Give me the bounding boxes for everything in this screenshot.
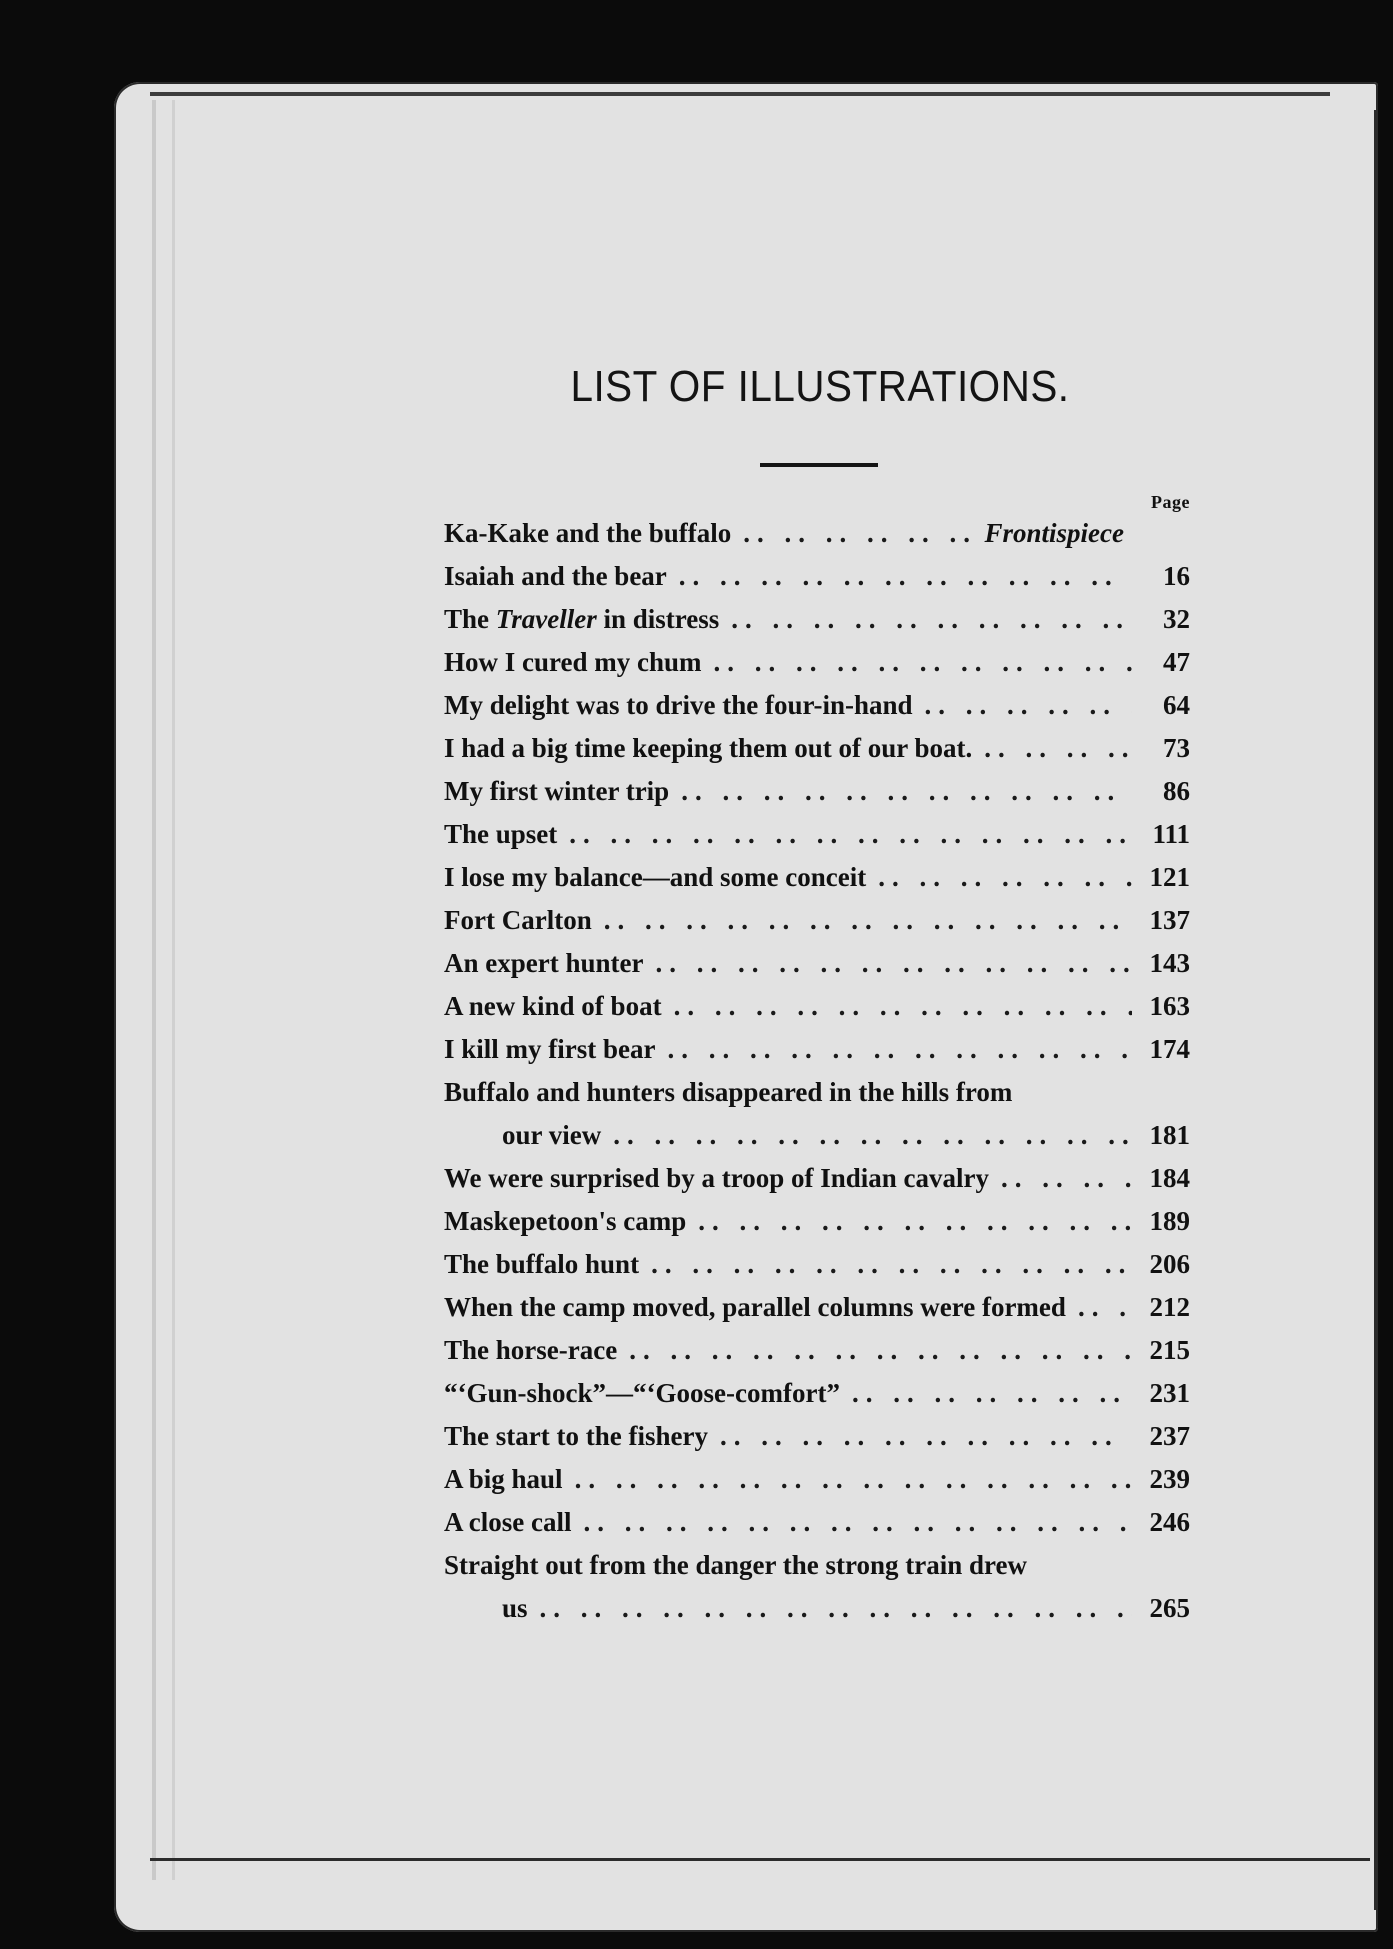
dot-leader: [731, 598, 1132, 641]
page-edge-right: [1374, 110, 1377, 1910]
entry-title: Maskepetoon's camp: [444, 1206, 687, 1236]
entry-title: Straight out from the danger the strong train drew: [444, 1550, 1027, 1580]
dot-leader: [651, 1243, 1132, 1286]
entry-title-post: in distress: [596, 604, 720, 634]
list-item: [444, 1243, 1190, 1286]
entry-title-pre: The: [444, 604, 496, 634]
list-item: [444, 1458, 1190, 1501]
list-item: [444, 770, 1190, 813]
dot-leader: [667, 1028, 1132, 1071]
dot-leader: [714, 641, 1132, 684]
page-number: 86: [1163, 776, 1190, 806]
entry-title: A new kind of boat: [444, 991, 662, 1021]
dot-leader: [613, 1114, 1132, 1157]
dot-leader: [629, 1329, 1132, 1372]
page-title: LIST OF ILLUSTRATIONS.: [570, 362, 1070, 411]
entry-title: Ka-Kake and the buffalo: [444, 518, 732, 548]
entry-title: How I cured my chum: [444, 647, 702, 677]
entry-title: I lose my balance—and some conceit: [444, 862, 867, 892]
list-item-line: [444, 512, 1190, 555]
page-edge-top: [150, 92, 1330, 96]
list-item: [444, 1157, 1190, 1200]
entry-title: A big haul: [444, 1464, 563, 1494]
list-item-line: [444, 1501, 1190, 1544]
list-item: [444, 727, 1190, 770]
list-item: [444, 1544, 1190, 1587]
entry-title: My first winter trip: [444, 776, 670, 806]
page-number: 215: [1149, 1335, 1190, 1365]
entry-title: I kill my first bear: [444, 1034, 656, 1064]
list-item: [444, 985, 1190, 1028]
entry-title: Fort Carlton: [444, 905, 592, 935]
list-item: [444, 813, 1190, 856]
list-item-line: [444, 1071, 1190, 1114]
dot-leader: [569, 813, 1132, 856]
list-item: [444, 942, 1190, 985]
list-item: [444, 899, 1190, 942]
dot-leader: [540, 1587, 1132, 1630]
page-number: 237: [1149, 1421, 1190, 1451]
page-number: 174: [1149, 1034, 1190, 1064]
list-item: [444, 1286, 1190, 1329]
entry-title-continuation: us: [502, 1593, 528, 1623]
page-number: 231: [1149, 1378, 1190, 1408]
dot-leader: [681, 770, 1132, 813]
page-column-label: Page: [1151, 492, 1190, 512]
entry-title: The horse-race: [444, 1335, 618, 1365]
list-item-line: [444, 1587, 1190, 1630]
list-item-line: [444, 899, 1190, 942]
list-item-line: [444, 942, 1190, 985]
list-item: [444, 1501, 1190, 1544]
page-number: 32: [1163, 604, 1190, 634]
list-item-line: [444, 856, 1190, 899]
page-edge-left-inner: [172, 100, 175, 1880]
list-item-line: [444, 1415, 1190, 1458]
dot-leader: [1001, 1157, 1132, 1200]
entry-title: The upset: [444, 819, 558, 849]
list-item-line: [444, 1028, 1190, 1071]
list-item-line: [444, 684, 1190, 727]
page-number: 189: [1149, 1206, 1190, 1236]
page-edge-bottom: [150, 1858, 1370, 1861]
dot-leader: [655, 942, 1132, 985]
list-item-line: [444, 1200, 1190, 1243]
entry-title: A close call: [444, 1507, 572, 1537]
list-item: [444, 1028, 1190, 1071]
page-number: 121: [1149, 862, 1190, 892]
list-item: [444, 641, 1190, 684]
list-item: [444, 598, 1190, 641]
list-item: [444, 555, 1190, 598]
list-item-continuation: [444, 1114, 1190, 1157]
entry-title: [444, 598, 719, 641]
list-item-continuation: [444, 1587, 1190, 1630]
page-edge-left: [152, 100, 156, 1880]
page-number: 239: [1149, 1464, 1190, 1494]
page-number: 137: [1149, 905, 1190, 935]
list-item: [444, 1415, 1190, 1458]
illustration-list: [444, 512, 1190, 1630]
dot-leader: [852, 1372, 1132, 1415]
list-item: [444, 512, 1190, 555]
dot-leader: [743, 512, 974, 555]
dot-leader: [604, 899, 1132, 942]
entry-title: When the camp moved, parallel columns were formed: [444, 1292, 1066, 1322]
list-item-line: [444, 1243, 1190, 1286]
page-number: 163: [1149, 991, 1190, 1021]
list-item: [444, 1200, 1190, 1243]
entry-title: My delight was to drive the four-in-hand: [444, 690, 913, 720]
page-number: 212: [1149, 1292, 1190, 1322]
page-number: 73: [1163, 733, 1190, 763]
list-item-line: [444, 813, 1190, 856]
dot-leader: [925, 684, 1132, 727]
list-item-line: [444, 1329, 1190, 1372]
entry-title: The buffalo hunt: [444, 1249, 640, 1279]
frontispiece-label: Frontispiece: [984, 518, 1124, 548]
dot-leader: [679, 555, 1132, 598]
list-item-line: [444, 727, 1190, 770]
page-number: 206: [1149, 1249, 1190, 1279]
entry-title: Isaiah and the bear: [444, 561, 667, 591]
list-item-line: [444, 1286, 1190, 1329]
list-item: [444, 1372, 1190, 1415]
list-item: [444, 1329, 1190, 1372]
list-item-line: [444, 1114, 1190, 1157]
dot-leader: [878, 856, 1132, 899]
entry-title: I had a big time keeping them out of our boat.: [444, 733, 973, 763]
list-item-line: [444, 770, 1190, 813]
list-item-line: [444, 598, 1190, 641]
page-number: 16: [1163, 561, 1190, 591]
list-item-line: [444, 985, 1190, 1028]
page-number: 47: [1163, 647, 1190, 677]
entry-title: An expert hunter: [444, 948, 644, 978]
title-rule: [760, 463, 878, 467]
list-item-line: [444, 1372, 1190, 1415]
dot-leader: [575, 1458, 1132, 1501]
list-item: [444, 856, 1190, 899]
list-item: [444, 1071, 1190, 1114]
entry-title-italic: Traveller: [495, 604, 597, 634]
list-item-line: [444, 555, 1190, 598]
dot-leader: [674, 985, 1132, 1028]
entry-title-continuation: our view: [502, 1120, 602, 1150]
page-number: 265: [1149, 1593, 1190, 1623]
list-item: [444, 684, 1190, 727]
entry-title: Buffalo and hunters disappeared in the hills from: [444, 1077, 1013, 1107]
page-number: 64: [1163, 690, 1190, 720]
list-item-line: [444, 1458, 1190, 1501]
entry-title: “‘Gun-shock”—“‘Goose-comfort”: [444, 1378, 840, 1408]
page-number: 111: [1152, 819, 1190, 849]
dot-leader: [1078, 1286, 1132, 1329]
list-item-line: [444, 1544, 1190, 1587]
list-item-line: [444, 641, 1190, 684]
page-number: 181: [1149, 1120, 1190, 1150]
page-number: 143: [1149, 948, 1190, 978]
list-item-line: [444, 1157, 1190, 1200]
entry-title: The start to the fishery: [444, 1421, 708, 1451]
page-number: 246: [1149, 1507, 1190, 1537]
page-number: 184: [1149, 1163, 1190, 1193]
entry-title: We were surprised by a troop of Indian cavalry: [444, 1163, 990, 1193]
dot-leader: [984, 727, 1132, 770]
dot-leader: [720, 1415, 1132, 1458]
dot-leader: [583, 1501, 1132, 1544]
dot-leader: [698, 1200, 1132, 1243]
